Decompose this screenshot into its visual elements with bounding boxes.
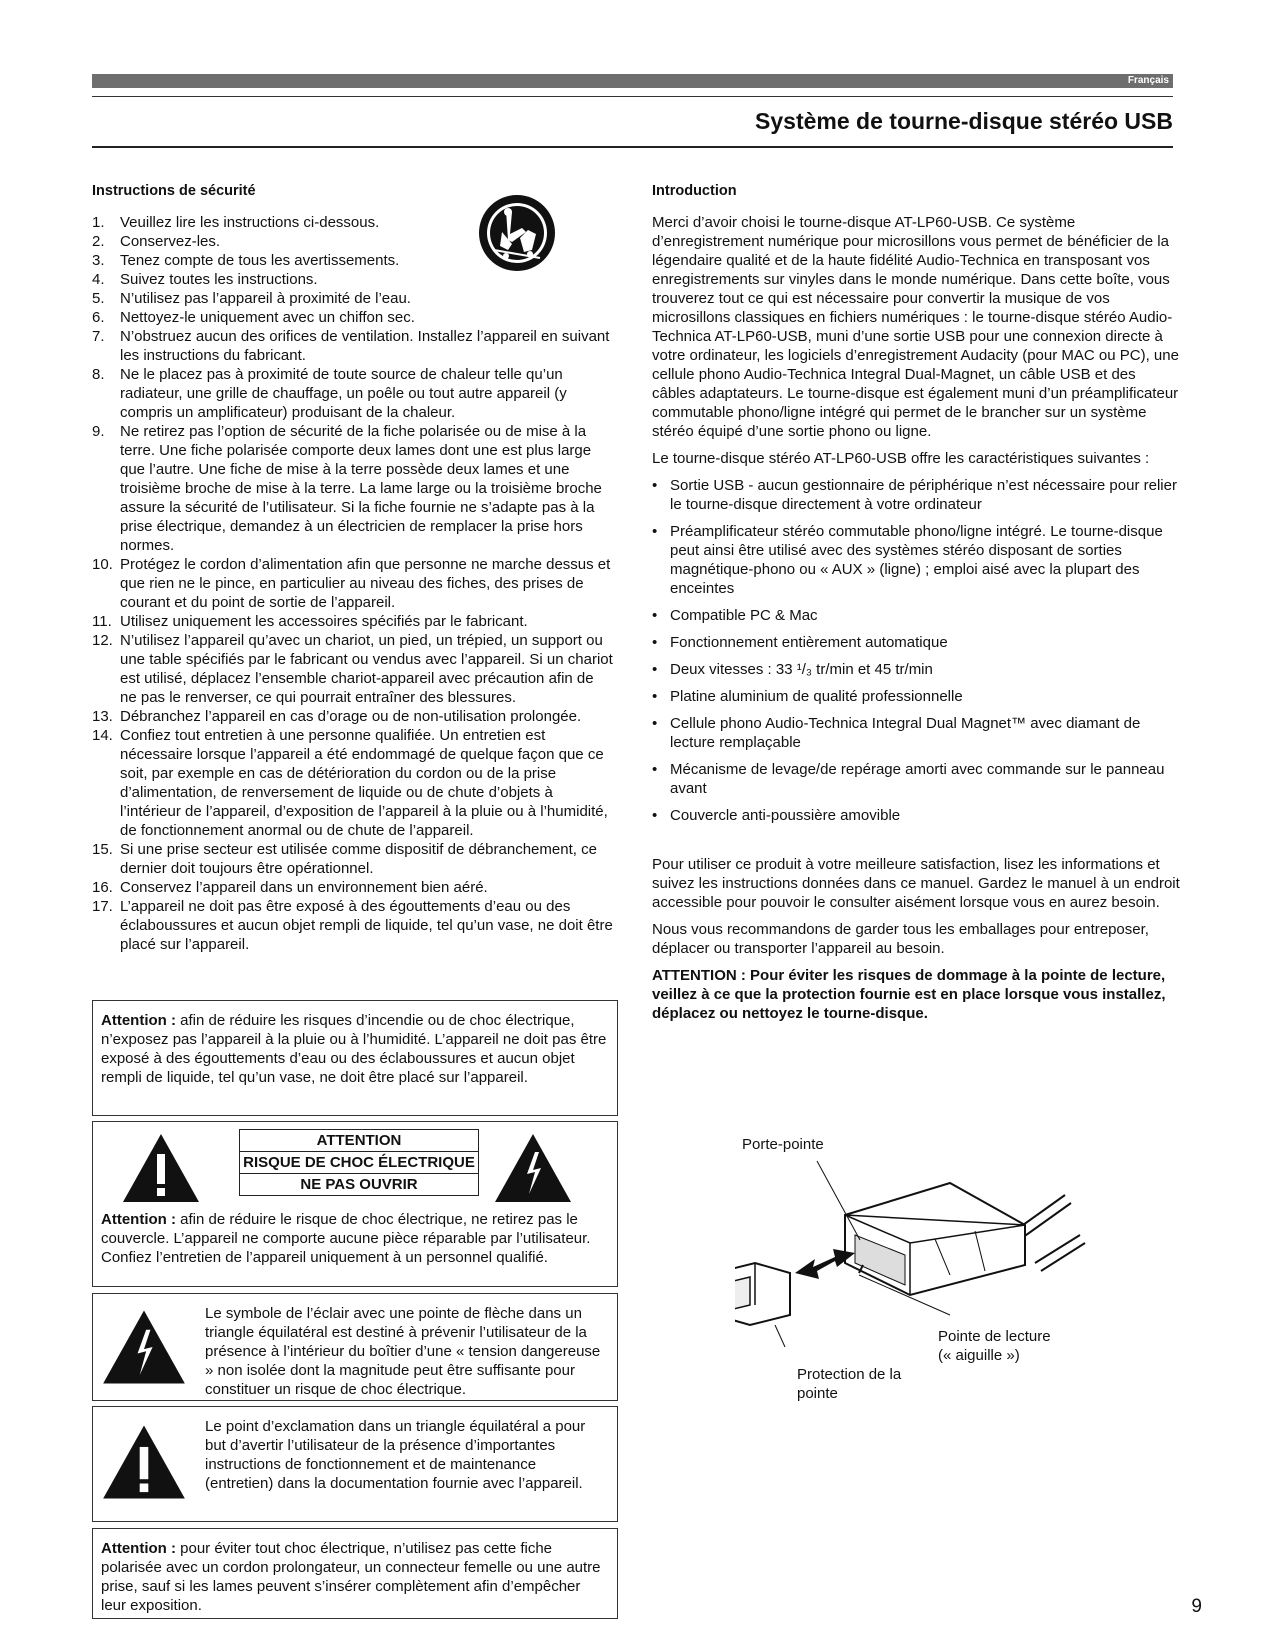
list-item: 15. Si une prise secteur est utilisée comme dispositif de débranchement, ce dernier doit toujours être opérationnel. [92, 841, 597, 877]
list-item: 16. Conservez l’appareil dans un environnement bien aéré. [92, 879, 488, 896]
list-item: • Fonctionnement entièrement automatique [652, 634, 948, 651]
list-item: 17. L’appareil ne doit pas être exposé à des égouttements d’eau ou des éclaboussures et aucun objet rempli de liquide, tel qu’un vase, ne doit être placé sur l’appareil. [92, 898, 613, 953]
list-item: 9. Ne retirez pas l’option de sécurité de la fiche polarisée ou de mise à la terre. Une fiche polarisée comporte deux lames dont une est plus large que l’autre. Une fiche de mise à la terre possède deux lames et une troisième broche de mise à la terre. La lame large ou la troisième broche assure la sécurité de l’utilisateur. Si la fiche fournie ne s’adapte pas à la prise électrique, demandez à un électricien de remplacer la prise hors normes. [92, 423, 602, 554]
list-item: 1. Veuillez lire les instructions ci-dessous. [92, 214, 380, 231]
language-label: Français [1127, 75, 1169, 86]
attention-label: Attention : [101, 1012, 176, 1029]
list-item: 8. Ne le placez pas à proximité de toute source de chaleur telle qu’un radiateur, une grille de chauffage, un poêle ou tout autre appareil (y compris un amplificateur) produisant de la chaleur. [92, 366, 567, 421]
list-item: 10. Protégez le cordon d’alimentation afin que personne ne marche dessus et que rien ne le pince, en particulier au niveau des fiches, des prises de courant et du point de sortie de l’appareil. [92, 556, 611, 611]
intro-paragraph: Merci d’avoir choisi le tourne-disque AT-LP60-USB. Ce système d’enregistrement numérique pour microsillons vous permet de bénéficier de la légendaire qualité et de la haute fidélité Audio-Technica en transposant vos enregistrements sur vinyles dans le monde numérique. Dans cette boîte, vous trouverez tout ce qui est nécessaire pour convertir la musique de vos microsillons classiques en fichiers numériques : le tourne-disque stéréo Audio-Technica AT-LP60-USB, muni d’une sortie USB pour une connexion directe à votre ordinateur, les logiciels d’enregistrement Audacity (pour MAC ou PC), une cellule phono Audio-Technica Integral Dual-Magnet, un câble USB et des câbles adaptateurs. Le tourne-disque est également muni d’un préamplificateur commutable phono/ligne intégré qui permet de le brancher sur un système stéréo équipé d’une sortie phono ou ligne. [652, 214, 1179, 440]
guard-label: Protection de la pointe [797, 1366, 902, 1402]
list-item: 3. Tenez compte de tous les avertissements. [92, 252, 400, 269]
list-item: • Deux vitesses : 33 ¹/₃ tr/min et 45 tr/min [652, 661, 933, 678]
list-item: 11. Utilisez uniquement les accessoires spécifiés par le fabricant. [92, 613, 528, 630]
holder-label: Porte-pointe [742, 1136, 824, 1153]
shock-line-1: ATTENTION [240, 1130, 478, 1152]
lightning-triangle-icon [101, 1308, 187, 1386]
page-number: 9 [1191, 1596, 1202, 1617]
list-item: • Compatible PC & Mac [652, 607, 818, 624]
feature-list [652, 476, 1182, 825]
attention-text: pour éviter tout choc électrique, n’utilisez pas cette fiche polarisée avec un cordon prolongateur, un connecteur femelle ou une autre prise, sauf si les lames peuvent s’insérer complètement afin d’empêcher leur exposition. [101, 1540, 601, 1614]
attention-text: afin de réduire le risque de choc électrique, ne retirez pas le couvercle. L’appareil ne comporte aucune pièce réparable par l’utilisateur. Confiez l’entretien de l’appareil uniquement à un personnel qualifié. [101, 1211, 591, 1266]
list-item: • Sortie USB - aucun gestionnaire de périphérique n’est nécessaire pour relier le tourne-disque directement à votre ordinateur [652, 477, 1177, 513]
safety-heading: Instructions de sécurité [92, 183, 256, 199]
attention-text: afin de réduire les risques d’incendie ou de choc électrique, n’exposez pas l’appareil à la pluie ou à l’humidité. L’appareil ne doit pas être exposé à des égouttements d’eau ou des éclaboussures et aucun objet rempli de liquide, tel qu’un vase, ne doit être placé sur l’appareil. [101, 1012, 607, 1086]
exclamation-symbol-text: Le point d’exclamation dans un triangle équilatéral a pour but d’avertir l’utilisateur de la présence d’importantes instructions de fonctionnement et de maintenance (entretien) dans la documentation fournie avec l’appareil. [205, 1418, 586, 1492]
shock-warning-label [239, 1129, 479, 1196]
list-item: • Platine aluminium de qualité professionnelle [652, 688, 963, 705]
intro-paragraph: Nous vous recommandons de garder tous les emballages pour entreposer, déplacer ou transporter l’appareil au besoin. [652, 921, 1149, 957]
attention-label: Attention : [101, 1540, 176, 1557]
shock-line-3: NE PAS OUVRIR [300, 1176, 418, 1193]
stylus-warning: ATTENTION : Pour éviter les risques de dommage à la pointe de lecture, veillez à ce que la protection fournie est en place lorsque vous installez, déplacez ou nettoyez le tourne-disque. [652, 967, 1166, 1022]
list-item: • Préamplificateur stéréo commutable phono/ligne intégré. Le tourne-disque peut ainsi être utilisé avec des systèmes stéréo disposant de sorties magnétique-phono ou « AUX » (ligne) ; emploi aisé avec la plupart des enceintes [652, 523, 1163, 597]
header-bar [92, 74, 1173, 88]
exclamation-triangle-icon [101, 1423, 187, 1501]
shock-line-2: RISQUE DE CHOC ÉLECTRIQUE [240, 1152, 478, 1174]
list-item: • Couvercle anti-poussière amovible [652, 807, 901, 824]
list-item: 7. N’obstruez aucun des orifices de ventilation. Installez l’appareil en suivant les instructions du fabricant. [92, 328, 610, 364]
attention-label: Attention : [101, 1211, 176, 1228]
intro-paragraph: Pour utiliser ce produit à votre meilleure satisfaction, lisez les informations et suivez les instructions données dans ce manuel. Gardez le manuel à un endroit accessible pour pouvoir le consulter aisément lorsque vous en aurez besoin. [652, 856, 1180, 911]
intro-heading: Introduction [652, 183, 737, 199]
lightning-symbol-text: Le symbole de l’éclair avec une pointe de flèche dans un triangle équilatéral est destiné à prévenir l’utilisateur de la présence à l’intérieur du boîtier d’une « tension dangereuse » non isolée dont la magnitude peut être suffisante pour constituer un risque de choc électrique. [205, 1305, 601, 1398]
list-item: • Mécanisme de levage/de repérage amorti avec commande sur le panneau avant [652, 761, 1165, 797]
list-item: 6. Nettoyez-le uniquement avec un chiffon sec. [92, 309, 415, 326]
stylus-guard-diagram [735, 1150, 1115, 1450]
list-item: 13. Débranchez l’appareil en cas d’orage ou de non-utilisation prolongée. [92, 708, 582, 725]
safety-section [92, 182, 614, 954]
list-item: 12. N’utilisez l’appareil qu’avec un chariot, un pied, un trépied, un support ou une table spécifiés par le fabricant ou vendus avec l’appareil. Si un chariot est utilisé, déplacez l’ensemble chariot-appareil avec précaution afin de ne pas le renverser, ce qui pourrait entraîner des blessures. [92, 632, 613, 706]
stylus-label: Pointe de lecture (« aiguille ») [938, 1328, 1051, 1364]
page-title: Système de tourne-disque stéréo USB [755, 108, 1173, 134]
attention-plug-box [92, 1528, 618, 1619]
attention-moisture-box [92, 1000, 618, 1116]
divider [92, 96, 1173, 97]
exclamation-symbol-box [92, 1406, 618, 1522]
list-item: 14. Confiez tout entretien à une personne qualifiée. Un entretien est nécessaire lorsque l’appareil a été endommagé de quelque façon que ce soit, par exemple en cas de détérioration du cordon ou de la prise d’alimentation, de renversement de liquide ou de chute d’objets à l’intérieur de l’appareil, d’exposition de l’appareil à la pluie ou à l’humidité, de fonctionnement anormal ou de chute de l’appareil. [92, 727, 608, 839]
intro-paragraph: Le tourne-disque stéréo AT-LP60-USB offre les caractéristiques suivantes : [652, 450, 1150, 467]
introduction-section [652, 182, 1182, 1031]
exclamation-triangle-icon [121, 1132, 201, 1204]
list-item: 4. Suivez toutes les instructions. [92, 271, 318, 288]
electric-shock-box [92, 1121, 618, 1287]
divider [92, 146, 1173, 148]
safety-list [92, 213, 614, 954]
list-item: 2. Conservez-les. [92, 233, 221, 250]
list-item: • Cellule phono Audio-Technica Integral Dual Magnet™ avec diamant de lecture remplaçable [652, 715, 1141, 751]
list-item: 5. N’utilisez pas l’appareil à proximité de l’eau. [92, 290, 411, 307]
lightning-triangle-icon [493, 1132, 573, 1204]
lightning-symbol-box [92, 1293, 618, 1401]
